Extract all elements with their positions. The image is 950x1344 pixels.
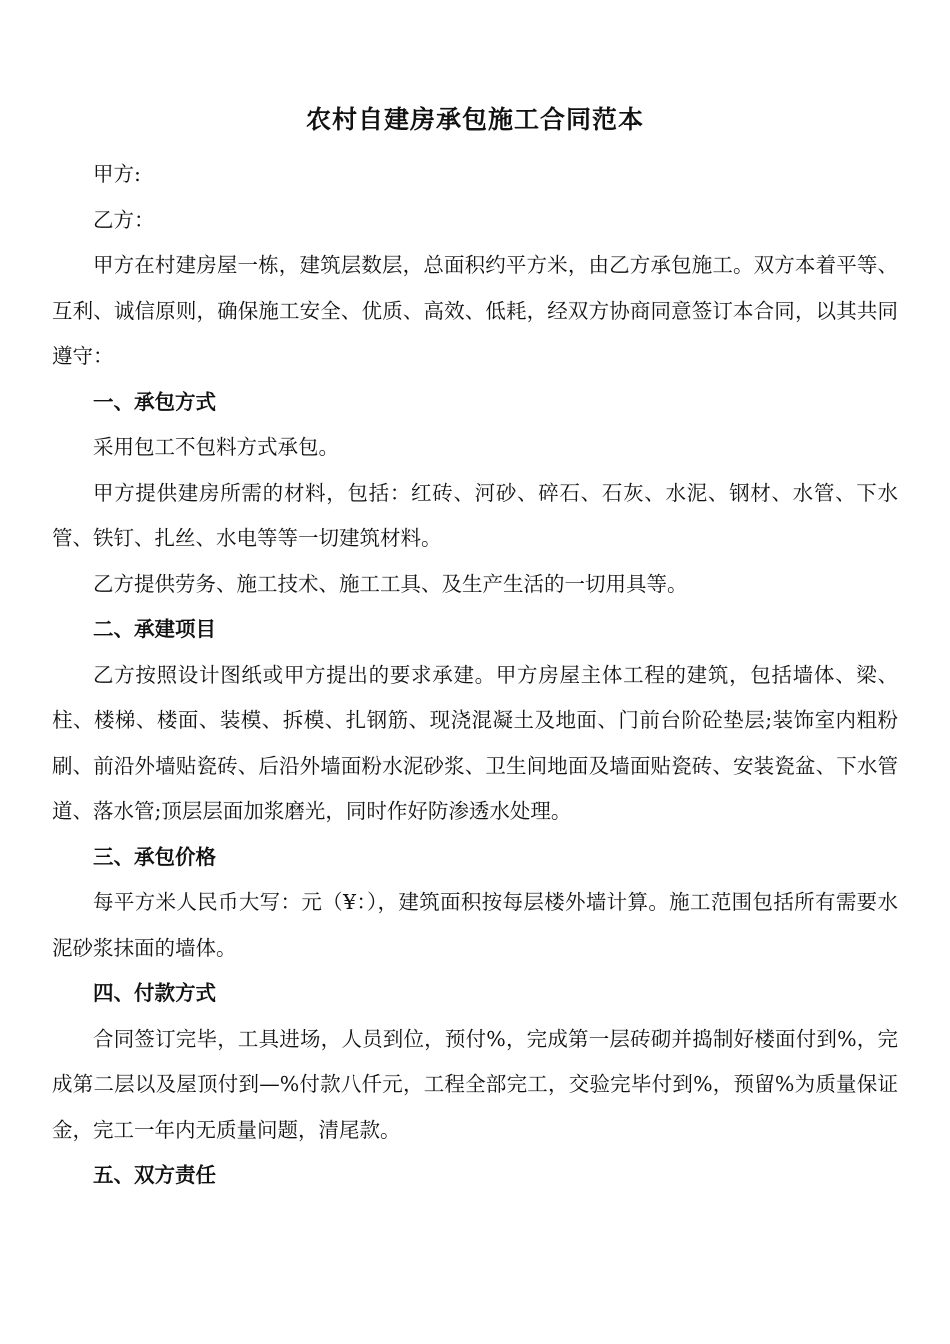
section-heading-payment-method: 四、付款方式 — [93, 981, 216, 1005]
party-b-line: 乙方： — [93, 207, 155, 232]
section-heading-contract-price: 三、承包价格 — [93, 844, 216, 869]
section-heading-construction-items: 二、承建项目 — [93, 617, 216, 641]
document-title: 农村自建房承包施工合同范本 — [305, 105, 644, 134]
section-paragraph: 乙方按照设计图纸或甲方提出的要求承建。甲方房屋主体工程的建筑，包括墙体、梁、柱、楼梯、楼面、装模、拆模、扎钢筋、现浇混凝土及地面、门前台阶砼垫层;装饰室内粗粉刷、前沿外墙贴瓷砖、后沿外墙面粉水泥砂浆、卫生间地面及墙面贴瓷砖、安装瓷盆、下水管道、落水管;顶层层面加浆磨光，同时作好防渗透水处理。 — [52, 662, 898, 823]
section-paragraph: 乙方提供劳务、施工技术、施工工具、及生产生活的一切用具等。 — [93, 571, 688, 596]
section-paragraph: 每平方米人民币大写：元（¥：），建筑面积按每层楼外墙计算。施工范围包括所有需要水泥砂浆抹面的墙体。 — [52, 890, 898, 960]
section-paragraph: 甲方提供建房所需的材料，包括：红砖、河砂、碎石、石灰、水泥、钢材、水管、下水管、铁钉、扎丝、水电等等一切建筑材料。 — [52, 480, 898, 550]
party-a-line: 甲方: — [93, 162, 141, 186]
section-paragraph: 采用包工不包料方式承包。 — [93, 435, 339, 459]
section-paragraph: 合同签订完毕，工具进场，人员到位，预付%，完成第一层砖砌并捣制好楼面付到%，完成第二层以及屋顶付到—%付款八仟元，工程全部完工，交验完毕付到%，预留%为质量保证金，完工一年内无质量问题，清尾款。 — [52, 1026, 898, 1142]
intro-paragraph: 甲方在村建房屋一栋，建筑层数层，总面积约平方米，由乙方承包施工。双方本着平等、互利、诚信原则，确保施工安全、优质、高效、低耗，经双方协商同意签订本合同，以其共同遵守： — [52, 253, 898, 368]
section-heading-responsibilities: 五、双方责任 — [93, 1163, 216, 1187]
section-heading-contract-method: 一、承包方式 — [93, 389, 216, 414]
